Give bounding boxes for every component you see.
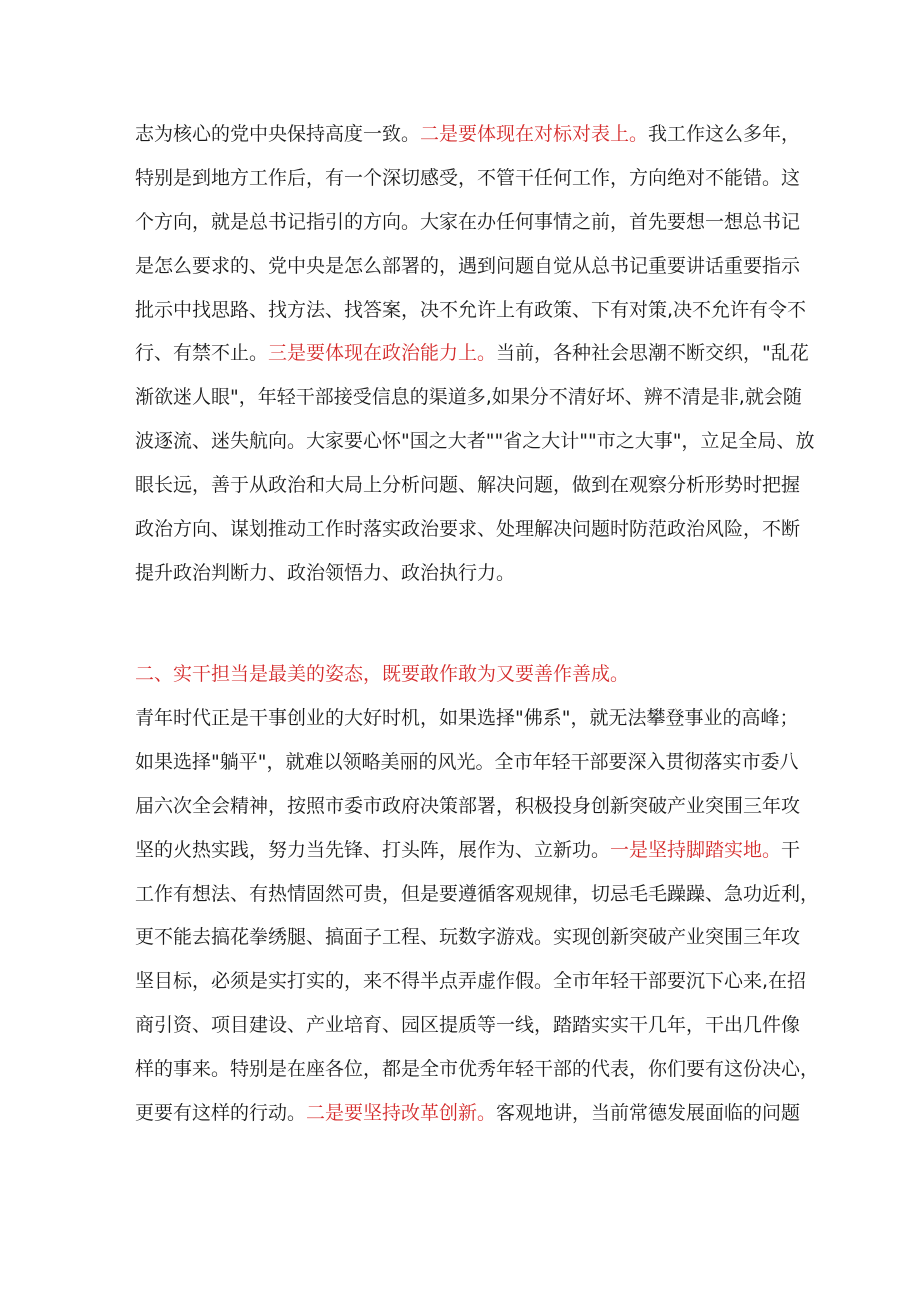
text-line: 波逐流、迷失航向。大家要心怀"国之大者""省之大计""市之大事"，立足全局、放	[135, 430, 815, 453]
text-run: 更要有这样的行动。	[135, 1102, 307, 1125]
text-line: 如果选择"躺平"，就难以领略美丽的风光。全市年轻干部要深入贯彻落实市委八	[135, 750, 799, 773]
text-line	[135, 832, 801, 876]
text-run: 客观地讲，当前常德发展面临的问题	[496, 1102, 801, 1125]
text-line	[135, 116, 801, 160]
paragraph-hard-work	[135, 700, 820, 1139]
text-line: 青年时代正是干事创业的大好时机，如果选择"佛系"，就无法攀登事业的高峰；	[135, 707, 799, 729]
text-line: 是怎么要求的、党中央是怎么部署的，遇到问题自觉从总书记重要讲话重要指示	[135, 254, 801, 277]
text-line: 特别是到地方工作后，有一个深切感受，不管干任何工作，方向绝对不能错。这	[135, 166, 801, 189]
text-line: 政治方向、谋划推动工作时落实政治要求、处理解决问题时防范政治风险，不断	[135, 518, 801, 541]
point-heading-down-to-earth: 一是坚持脚踏实地。	[610, 838, 782, 861]
text-run: 干	[781, 838, 801, 861]
text-line: 渐欲迷人眼"，年轻干部接受信息的渠道多,如果分不清好坏、辨不清是非,就会随	[135, 386, 802, 409]
text-line: 商引资、项目建设、产业培育、园区提质等一线，踏踏实实干几年，干出几件像	[135, 1014, 801, 1037]
text-line: 更不能去搞花拳绣腿、搞面子工程、玩数字游戏。实现创新突破产业突围三年攻	[135, 926, 801, 949]
text-run: 当前，各种社会思潮不断交织，"乱花	[496, 342, 809, 365]
point-heading-political-ability: 三是要体现在政治能力上。	[268, 342, 497, 365]
text-line	[135, 1095, 801, 1139]
text-run: 行、有禁不止。	[135, 342, 269, 365]
text-line: 工作有想法、有热情固然可贵，但是要遵循客观规律，切忌毛毛躁躁、急功近利，	[135, 882, 820, 905]
text-line: 提升政治判断力、政治领悟力、政治执行力。	[135, 561, 516, 584]
text-run: 志为核心的党中央保持高度一致。	[135, 123, 421, 145]
point-heading-benchmark: 二是要体现在对标对表上。	[420, 123, 649, 145]
text-line: 个方向，就是总书记指引的方向。大家在办任何事情之前，首先要想一想总书记	[135, 210, 801, 233]
text-run: 坚的火热实践，努力当先锋、打头阵，展作为、立新功。	[135, 838, 611, 861]
text-run: 我工作这么多年，	[648, 123, 801, 145]
section-heading-2	[135, 656, 790, 700]
text-line: 坚目标，必须是实打实的，来不得半点弄虚作假。全市年轻干部要沉下心来,在招	[135, 970, 807, 993]
text-line: 样的事来。特别是在座各位，都是全市优秀年轻干部的代表，你们要有这份决心，	[135, 1058, 820, 1081]
section-heading-text: 二、实干担当是最美的姿态，既要敢作敢为又要善作善成。	[135, 663, 630, 685]
text-line: 届六次全会精神，按照市委市政府决策部署，积极投身创新突破产业突围三年攻	[135, 794, 801, 817]
point-heading-reform-innovation: 二是要坚持改革创新。	[306, 1102, 497, 1125]
text-line: 眼长远，善于从政治和大局上分析问题、解决问题，做到在观察分析形势时把握	[135, 474, 801, 497]
paragraph-political-alignment	[135, 116, 815, 599]
text-line: 批示中找思路、找方法、找答案，决不允许上有政策、下有对策,决不允许有令不	[135, 298, 807, 321]
text-line	[135, 335, 809, 379]
